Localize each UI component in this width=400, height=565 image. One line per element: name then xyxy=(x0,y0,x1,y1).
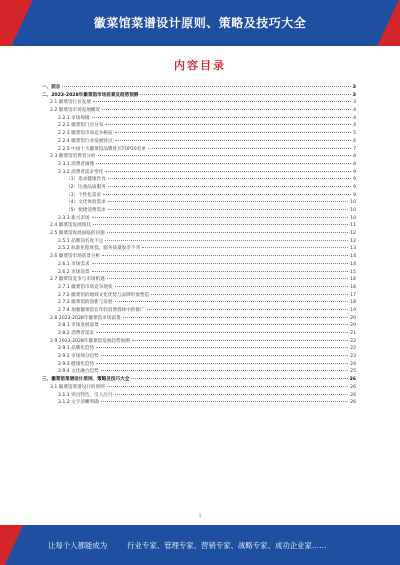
toc-entry-label: 2.8.2 消费者需求 xyxy=(58,331,95,336)
toc-leader-dots xyxy=(108,201,348,202)
toc-entry-label: 2.2 徽菜馆市场发展概况 xyxy=(50,108,101,114)
toc-entry-page: 12 xyxy=(350,231,356,237)
toc-entry[interactable] xyxy=(42,261,356,269)
toc-entry[interactable] xyxy=(42,284,356,292)
toc-entry-label: 2.2.3 徽菜馆市场竞争格局 xyxy=(58,131,113,137)
toc-entry[interactable] xyxy=(42,384,356,392)
toc-entry-page: 26 xyxy=(349,377,356,383)
toc-entry-page: 10 xyxy=(350,200,356,206)
toc-leader-dots xyxy=(96,332,348,333)
toc-entry-page: 15 xyxy=(350,269,356,275)
toc-entry-page: 23 xyxy=(350,354,356,360)
toc-entry[interactable] xyxy=(42,338,356,346)
page-number: 1 xyxy=(198,513,202,518)
toc-entry[interactable] xyxy=(42,99,356,107)
toc-entry-label: 2.5.2 标准化程度低、服务质量参差不齐 xyxy=(58,246,141,252)
toc-entry[interactable] xyxy=(42,376,356,384)
toc-leader-dots xyxy=(101,324,348,325)
toc-leader-dots xyxy=(140,94,350,95)
toc-entry-page: 26 xyxy=(350,392,356,398)
toc-entry-label: 2.3 徽菜馆消费者分析 xyxy=(50,154,96,160)
toc-entry-page: 22 xyxy=(350,346,356,352)
toc-entry-page: 14 xyxy=(350,254,356,260)
toc-leader-dots xyxy=(132,340,348,341)
toc-leader-dots xyxy=(108,178,351,179)
toc-leader-dots xyxy=(131,378,347,379)
toc-entry-page: 19 xyxy=(350,307,356,313)
toc-leader-dots xyxy=(92,271,349,272)
toc-entry[interactable] xyxy=(42,115,356,123)
toc-entry-label: （3）个性化需求 xyxy=(66,192,102,198)
toc-entry[interactable] xyxy=(42,84,356,92)
toc-leader-dots xyxy=(147,309,348,310)
table-of-contents xyxy=(42,84,356,407)
toc-entry-page: 22 xyxy=(350,338,356,344)
toc-entry-label: 2.8 2023-2028年徽菜馆市场前景 xyxy=(50,315,121,321)
toc-entry[interactable] xyxy=(42,138,356,146)
toc-entry[interactable] xyxy=(42,161,356,169)
toc-leader-dots xyxy=(92,117,352,118)
toc-entry[interactable] xyxy=(42,322,356,330)
toc-entry-label: 2.9.4 文化融合趋势 xyxy=(58,369,99,375)
toc-leader-dots xyxy=(105,171,351,172)
toc-leader-dots xyxy=(148,148,351,149)
toc-leader-dots xyxy=(115,394,349,395)
toc-entry-page: 14 xyxy=(350,261,356,267)
toc-entry-label: 2.6.1 市场需求 xyxy=(58,261,90,267)
toc-leader-dots xyxy=(108,186,351,187)
toc-entry[interactable] xyxy=(42,345,356,353)
toc-entry[interactable] xyxy=(42,361,356,369)
toc-entry-page: 9 xyxy=(353,169,356,175)
toc-entry-label: 2.3.3 新兴市场 xyxy=(58,215,90,221)
toc-leader-dots xyxy=(93,101,351,102)
toc-entry[interactable] xyxy=(42,230,356,238)
toc-entry[interactable] xyxy=(42,330,356,338)
toc-entry-page: 5 xyxy=(353,131,356,137)
toc-entry[interactable] xyxy=(42,399,356,407)
toc-leader-dots xyxy=(96,163,351,164)
toc-entry-label: 2.2.5 中国十大徽菜馆品牌排名TOP20名单 xyxy=(58,146,146,152)
toc-leader-dots xyxy=(101,401,348,402)
toc-entry[interactable] xyxy=(42,207,356,215)
toc-leader-dots xyxy=(102,109,351,110)
toc-entry-label: 2.7 徽菜馆竞争与市场机遇 xyxy=(50,277,105,283)
toc-entry-label: （2）注重品质服务 xyxy=(66,184,106,190)
toc-entry[interactable] xyxy=(42,392,356,400)
toc-leader-dots xyxy=(151,294,348,295)
toc-entry[interactable] xyxy=(42,146,356,154)
toc-leader-dots xyxy=(105,124,351,125)
toc-entry[interactable] xyxy=(42,299,356,307)
toc-entry[interactable] xyxy=(42,307,356,315)
toc-entry-page: 18 xyxy=(350,300,356,306)
toc-entry[interactable] xyxy=(42,153,356,161)
toc-entry-label: 2.9.1 品牌化趋势 xyxy=(58,346,95,352)
toc-entry[interactable] xyxy=(42,253,356,261)
toc-leader-dots xyxy=(115,140,352,141)
toc-entry-label: 2.8.1 市场发展前景 xyxy=(58,323,99,329)
toc-entry-page: 10 xyxy=(350,215,356,221)
footer-red-stripe xyxy=(0,525,23,565)
toc-entry-page: 17 xyxy=(350,292,356,298)
toc-leader-dots xyxy=(92,263,349,264)
toc-entry[interactable] xyxy=(42,215,356,223)
toc-leader-dots xyxy=(115,301,349,302)
toc-leader-dots xyxy=(96,347,348,348)
toc-entry-page: 4 xyxy=(353,108,356,114)
footer-slogan-tags: 行业专家、管理专家、营销专家、战略专家、成功企业家…… xyxy=(127,541,327,550)
toc-entry[interactable] xyxy=(42,130,356,138)
toc-entry-label: 一、前言 xyxy=(42,85,61,90)
toc-entry-page: 8 xyxy=(353,161,356,167)
footer-banner xyxy=(0,525,400,565)
toc-entry[interactable] xyxy=(42,199,356,207)
toc-entry-page: 20 xyxy=(350,315,356,321)
toc-entry-label: 2.6.2 市场前景 xyxy=(58,269,90,275)
toc-leader-dots xyxy=(98,155,352,156)
toc-entry[interactable] xyxy=(42,107,356,115)
toc-entry-page: 24 xyxy=(350,361,356,367)
toc-entry-page: 7 xyxy=(353,146,356,152)
toc-entry[interactable] xyxy=(42,176,356,184)
toc-leader-dots xyxy=(108,209,348,210)
toc-entry-label: （4）文化体验需求 xyxy=(66,200,106,206)
toc-leader-dots xyxy=(92,217,349,218)
toc-entry[interactable] xyxy=(42,122,356,130)
toc-entry[interactable] xyxy=(42,184,356,192)
toc-entry[interactable] xyxy=(42,222,356,230)
toc-entry-page: 25 xyxy=(350,369,356,375)
toc-entry-page: 26 xyxy=(350,384,356,390)
toc-entry-page: 3 xyxy=(352,92,356,98)
toc-entry-page: 20 xyxy=(350,323,356,329)
toc-entry-page: 8 xyxy=(353,154,356,160)
toc-leader-dots xyxy=(102,255,348,256)
toc-leader-dots xyxy=(115,286,349,287)
header-banner xyxy=(0,0,400,46)
toc-entry-label: 2.2.2 徽菜馆门店分布 xyxy=(58,123,104,129)
toc-entry[interactable] xyxy=(42,92,356,100)
toc-entry-label: 3.1.1 突出特色，引人注目 xyxy=(58,392,113,398)
toc-entry-label: 2.5 徽菜馆发展面临的问题 xyxy=(50,231,105,237)
toc-entry-label: 2.7.1 徽菜馆市场竞争现状 xyxy=(58,284,113,290)
toc-heading: 内容目录 xyxy=(174,59,226,72)
toc-entry-page: 13 xyxy=(350,246,356,252)
toc-entry-page: 12 xyxy=(350,238,356,244)
toc-leader-dots xyxy=(107,232,348,233)
toc-entry-label: 2.7.2 徽菜馆的地域文化优势与品牌形象塑造 xyxy=(58,292,150,298)
toc-entry-label: 三、徽菜馆菜谱设计原则、策略及技巧大全 xyxy=(42,377,130,383)
toc-entry[interactable] xyxy=(42,269,356,277)
toc-entry[interactable] xyxy=(42,169,356,177)
toc-entry-label: 2.7.3 徽菜馆的创新与发展 xyxy=(58,300,113,306)
toc-entry[interactable] xyxy=(42,276,356,284)
toc-leader-dots xyxy=(96,363,348,364)
toc-entry-label: 2.4 徽菜馆发展现状 xyxy=(50,223,91,229)
toc-entry-page: 3 xyxy=(352,85,356,90)
toc-entry-page: 4 xyxy=(353,115,356,121)
toc-leader-dots xyxy=(142,247,348,248)
toc-leader-dots xyxy=(93,224,348,225)
toc-entry-page: 26 xyxy=(350,400,356,406)
toc-entry-page: 3 xyxy=(353,100,356,106)
toc-leader-dots xyxy=(115,132,352,133)
toc-entry[interactable] xyxy=(42,245,356,253)
toc-entry-label: 2.1 徽菜馆行业发展 xyxy=(50,100,91,106)
toc-entry-label: （5）便捷消费需求 xyxy=(66,208,106,213)
toc-entry-label: 2.2.4 徽菜馆行业发展特点 xyxy=(58,138,113,144)
toc-entry-page: 4 xyxy=(353,123,356,129)
toc-entry-page: 21 xyxy=(350,331,356,336)
toc-entry-label: 2.5.1 品牌知名度不足 xyxy=(58,238,104,244)
toc-entry[interactable] xyxy=(42,238,356,246)
toc-entry-page: 9 xyxy=(353,192,356,198)
toc-entry-label: 2.3.2 消费者需求变化 xyxy=(58,169,104,175)
toc-leader-dots xyxy=(62,86,350,87)
toc-leader-dots xyxy=(105,240,348,241)
footer-slogan xyxy=(48,540,327,551)
toc-entry-page: 16 xyxy=(350,277,356,283)
toc-entry-label: 2.3.1 消费者画像 xyxy=(58,161,95,167)
toc-leader-dots xyxy=(101,370,348,371)
toc-entry-label: 二、2023-2028年徽菜馆市场前景及趋势预测 xyxy=(42,92,139,98)
toc-entry-label: 3.1.2 文字清晰明确 xyxy=(58,400,99,406)
toc-entry[interactable] xyxy=(42,292,356,300)
toc-leader-dots xyxy=(123,317,349,318)
toc-entry-page: 6 xyxy=(353,138,356,144)
toc-leader-dots xyxy=(103,194,351,195)
toc-entry-label: 2.7.4 加强徽菜馆在年轻消费群体中的推广 xyxy=(58,307,145,313)
toc-entry-page: 11 xyxy=(350,223,356,229)
toc-entry-label: 2.6 徽菜馆市场前景分析 xyxy=(50,254,101,260)
document-title: 徽菜馆菜谱设计原则、策略及技巧大全 xyxy=(93,16,307,30)
toc-leader-dots xyxy=(107,386,348,387)
toc-entry-label: 2.9.3 健康化趋势 xyxy=(58,361,95,367)
toc-entry[interactable] xyxy=(42,368,356,376)
toc-entry[interactable] xyxy=(42,315,356,323)
footer-slogan-prefix: 让每个人都能成为 xyxy=(48,541,108,550)
toc-entry-page: 10 xyxy=(350,208,356,213)
toc-entry-label: 2.9 2023-2028年徽菜馆发展趋势预测 xyxy=(50,338,130,344)
toc-entry-page: 9 xyxy=(353,184,356,190)
toc-entry-label: 2.9.2 市场细分趋势 xyxy=(58,354,99,360)
toc-entry-label: 3.1 徽菜馆菜谱设计的原则 xyxy=(50,384,105,390)
toc-entry[interactable] xyxy=(42,353,356,361)
toc-entry[interactable] xyxy=(42,192,356,200)
toc-entry-page: 9 xyxy=(353,177,356,183)
toc-entry-page: 16 xyxy=(350,284,356,290)
toc-leader-dots xyxy=(107,278,348,279)
toc-leader-dots xyxy=(101,355,348,356)
toc-entry-label: 2.2.1 市场规模 xyxy=(58,115,90,121)
toc-entry-label: （1）追求健康饮食 xyxy=(66,177,106,183)
